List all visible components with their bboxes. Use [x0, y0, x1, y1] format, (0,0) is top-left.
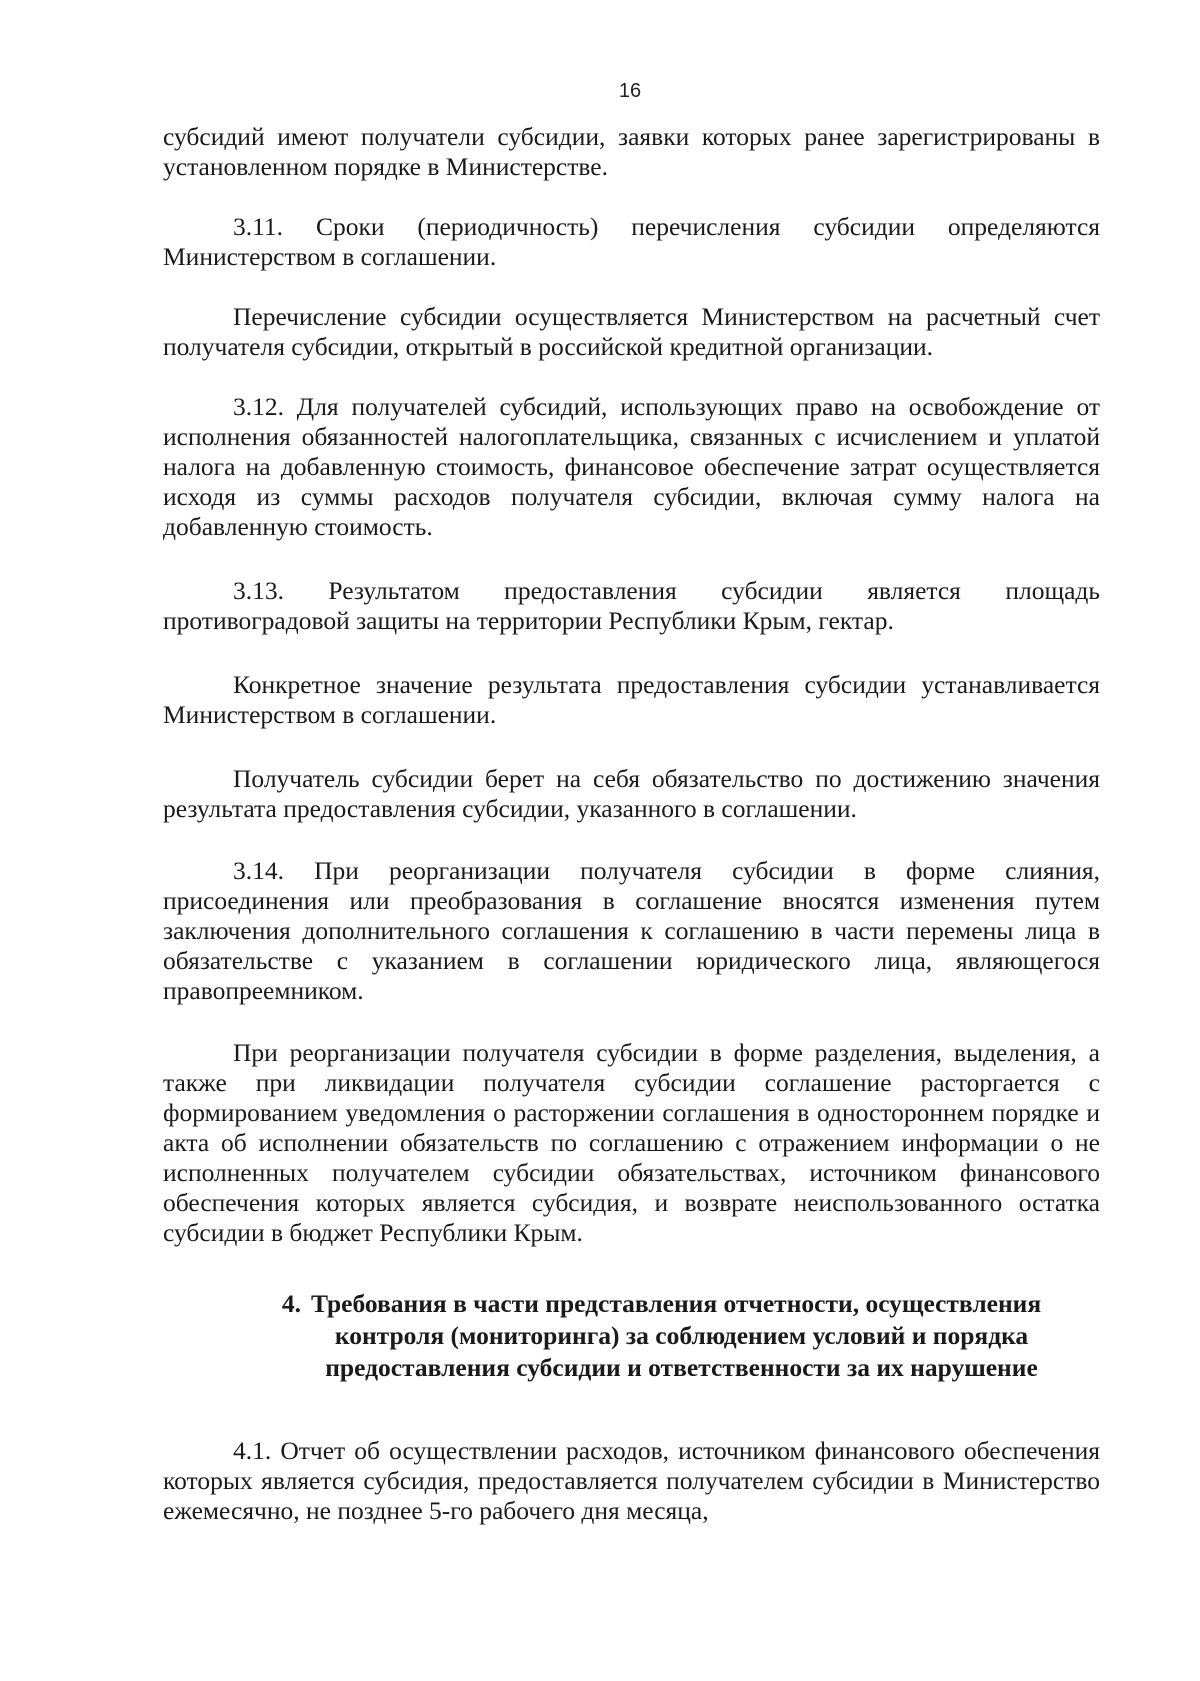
- section-heading-text-1: Требования в части представления отчетности, осуществления: [310, 1289, 1042, 1318]
- section-heading-line-1: [163, 1288, 1100, 1320]
- paragraph-termination: При реорганизации получателя субсидии в форме разделения, выделения, а также при ликвидации получателя субсидии соглашение расторгается с формированием уведомления о расторжении соглашения в одностороннем порядке и акта об исполнении обязательств по соглашению с отражением информации о не исполненных получателем субсидии обязательствах, источником финансового обеспечения которых является субсидия, и возврате неиспользованного остатка субсидии в бюджет Республики Крым.: [163, 1038, 1100, 1247]
- paragraph-3-11: 3.11. Сроки (периодичность) перечисления субсидии определяются Министерством в соглашении.: [163, 212, 1100, 271]
- section-heading-4: [163, 1288, 1100, 1384]
- section-heading-line-2: контроля (мониторинга) за соблюдением условий и порядка: [334, 1321, 1029, 1350]
- document-body: [163, 122, 1100, 1526]
- paragraph-result-value: Конкретное значение результата предоставления субсидии устанавливается Министерством в соглашении.: [163, 670, 1100, 729]
- paragraph-3-14: 3.14. При реорганизации получателя субсидии в форме слияния, присоединения или преобразования в соглашение вносятся изменения путем заключения дополнительного соглашения к соглашению в части перемены лица в обязательстве с указанием в соглашении юридического лица, являющегося правопреемником.: [163, 856, 1100, 1005]
- paragraph-transfer: Перечисление субсидии осуществляется Министерством на расчетный счет получателя субсидии, открытый в российской кредитной организации.: [163, 302, 1100, 361]
- paragraph-4-1: 4.1. Отчет об осуществлении расходов, источником финансового обеспечения которых является субсидия, предоставляется получателем субсидии в Министерство ежемесячно, не позднее 5-го рабочего дня месяца,: [163, 1436, 1100, 1525]
- page-number: 16: [618, 80, 642, 102]
- section-number: 4.: [281, 1289, 301, 1318]
- paragraph-3-12: 3.12. Для получателей субсидий, использующих право на освобождение от исполнения обязанностей налогоплательщика, связанных с исчислением и уплатой налога на добавленную стоимость, финансовое обеспечение затрат осуществляется исходя из суммы расходов получателя субсидии, включая сумму налога на добавленную стоимость.: [163, 392, 1100, 541]
- section-heading-line-3: предоставления субсидии и ответственности за их нарушение: [325, 1353, 1038, 1382]
- paragraph-continuation: субсидий имеют получатели субсидии, заявки которых ранее зарегистрированы в установленном порядке в Министерстве.: [163, 122, 1100, 181]
- paragraph-3-13: 3.13. Результатом предоставления субсидии является площадь противоградовой защиты на территории Республики Крым, гектар.: [163, 576, 1100, 635]
- paragraph-obligation: Получатель субсидии берет на себя обязательство по достижению значения результата предоставления субсидии, указанного в соглашении.: [163, 764, 1100, 823]
